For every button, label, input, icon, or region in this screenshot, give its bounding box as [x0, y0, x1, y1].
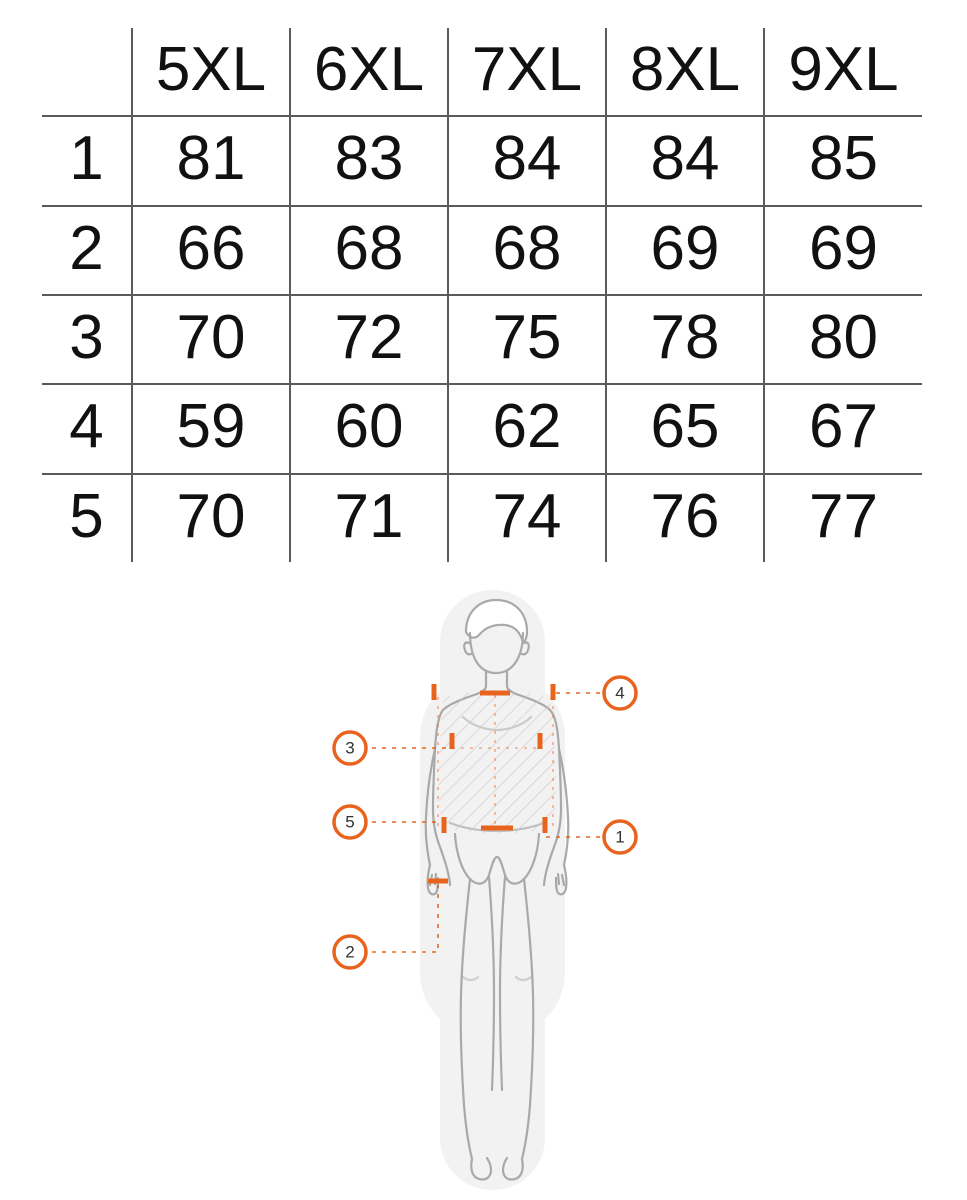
table-cell: 67 [764, 384, 922, 473]
table-cell: 62 [448, 384, 606, 473]
table-cell: 69 [764, 206, 922, 295]
table-cell: 80 [764, 295, 922, 384]
table-row [42, 206, 922, 295]
table-row [42, 295, 922, 384]
table-cell: 70 [132, 295, 290, 384]
callout-label-4: 4 [615, 683, 625, 703]
table-cell: 71 [290, 474, 448, 562]
column-header-9xl: 9XL [764, 28, 922, 116]
table-cell: 70 [132, 474, 290, 562]
size-chart-table [42, 28, 922, 562]
table-cell: 72 [290, 295, 448, 384]
row-label: 5 [69, 481, 104, 551]
row-label: 1 [42, 116, 132, 205]
table-cell: 76 [606, 474, 764, 562]
row-label: 3 [42, 295, 132, 384]
table-cell: 59 [132, 384, 290, 473]
column-header-8xl: 8XL [606, 28, 764, 116]
table-cell: 75 [448, 295, 606, 384]
figure-halo [420, 590, 565, 1190]
table-cell: 77 [764, 474, 922, 562]
row-label: 2 [42, 206, 132, 295]
table-cell: 84 [606, 116, 764, 205]
callout-label-2: 2 [345, 942, 355, 962]
table-row [42, 116, 922, 205]
table-corner-cell [42, 28, 132, 116]
callout-label-1: 1 [615, 827, 625, 847]
callout-label-5: 5 [345, 812, 355, 832]
table-cell: 84 [448, 116, 606, 205]
table-cell: 78 [606, 295, 764, 384]
table-cell: 74 [448, 474, 606, 562]
table-header-row [42, 28, 922, 116]
column-header-5xl: 5XL [132, 28, 290, 116]
table-cell: 66 [132, 206, 290, 295]
column-header-7xl: 7XL [448, 28, 606, 116]
table-cell: 68 [448, 206, 606, 295]
table-cell: 69 [606, 206, 764, 295]
table-cell: 81 [132, 116, 290, 205]
table-cell: 68 [290, 206, 448, 295]
table-cell: 85 [764, 116, 922, 205]
measurement-hatch-region [438, 691, 556, 834]
measurement-figure [0, 585, 967, 1200]
table-cell: 83 [290, 116, 448, 205]
table-row [42, 384, 922, 473]
table-row [42, 474, 922, 562]
size-chart-table-container [42, 28, 922, 562]
table-cell: 60 [290, 384, 448, 473]
callout-label-3: 3 [345, 738, 355, 758]
row-label: 4 [42, 384, 132, 473]
table-cell: 65 [606, 384, 764, 473]
column-header-6xl: 6XL [290, 28, 448, 116]
